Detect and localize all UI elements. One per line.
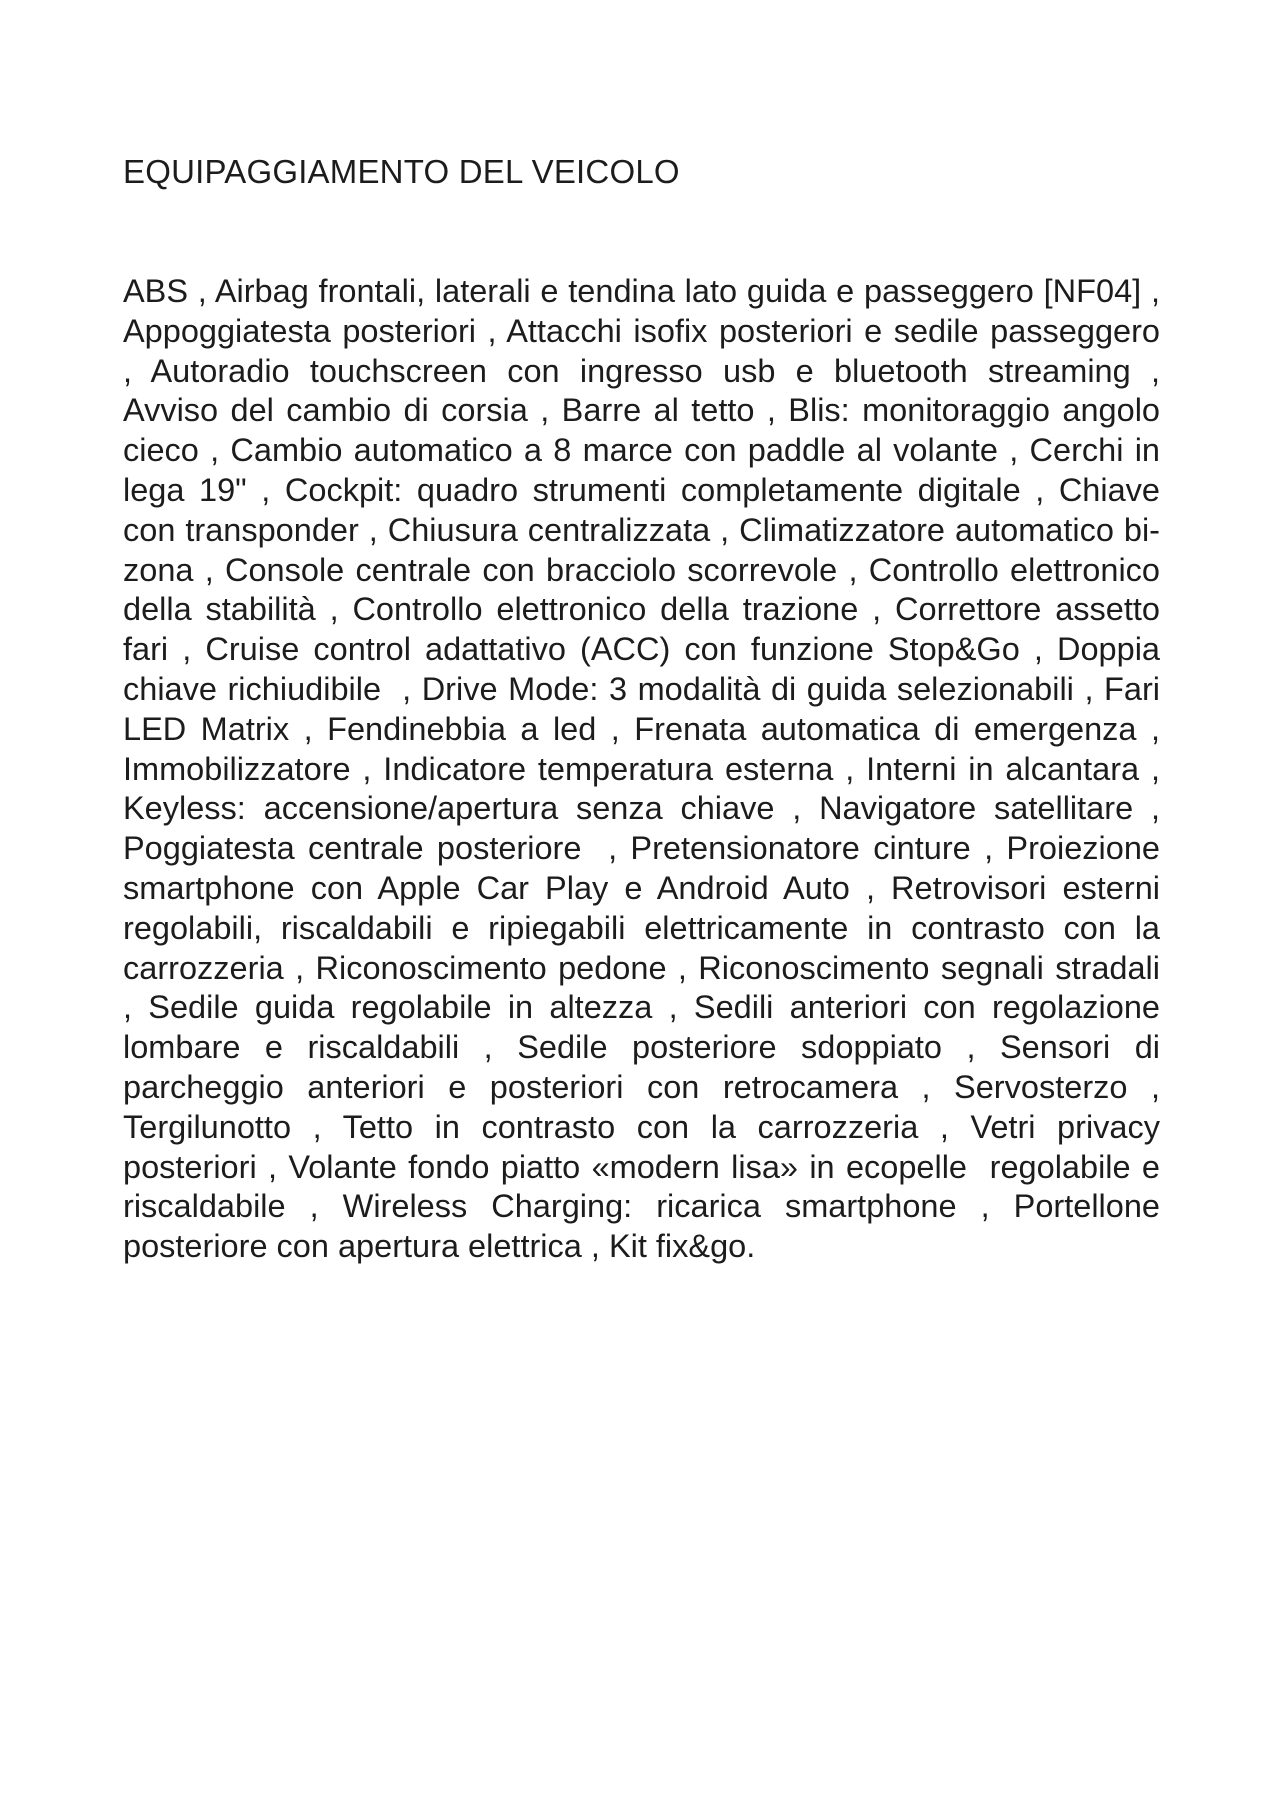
equipment-list-paragraph: ABS , Airbag frontali, laterali e tendina lato guida e passeggero [NF04] , Appoggiatesta posteriori , Attacchi isofix posteriori e sedile passeggero , Autoradio touchscreen con ingresso usb e bluetooth streaming , Avviso del cambio di corsia , Barre al tetto , Blis: monitoraggio angolo cieco , Cambio automatico a 8 marce con paddle al volante , Cerchi in lega 19" , Cockpit: quadro strumenti completamente digitale , Chiave con transponder , Chiusura centralizzata , Climatizzatore automatico bi-zona , Console centrale con bracciolo scorrevole , Controllo elettronico della stabilità , Controllo elettronico della trazione , Correttore assetto fari , Cruise control adattativo (ACC) con funzione Stop&Go , Doppia chiave richiudibile , Drive Mode: 3 modalità di guida selezionabili , Fari LED Matrix , Fendinebbia a led , Frenata automatica di emergenza , Immobilizzatore , Indicatore temperatura esterna , Interni in alcantara , Keyless: accensione/apertura senza chiave , Navigatore satellitare , Poggiatesta centrale posteriore , Pretensionatore cinture , Proiezione smartphone con Apple Car Play e Android Auto , Retrovisori esterni regolabili, riscaldabili e ripiegabili elettricamente in contrasto con la carrozzeria , Riconoscimento pedone , Riconoscimento segnali stradali , Sedile guida regolabile in altezza , Sedili anteriori con regolazione lombare e riscaldabili , Sedile posteriore sdoppiato , Sensori di parcheggio anteriori e posteriori con retrocamera , Servosterzo , Tergilunotto , Tetto in contrasto con la carrozzeria , Vetri privacy posteriori , Volante fondo piatto «modern lisa» in ecopelle regolabile e riscaldabile , Wireless Charging: ricarica smartphone , Portellone posteriore con apertura elettrica , Kit fix&go.	[123, 273, 1179, 1265]
page-title: EQUIPAGGIAMENTO DEL VEICOLO	[123, 153, 680, 190]
